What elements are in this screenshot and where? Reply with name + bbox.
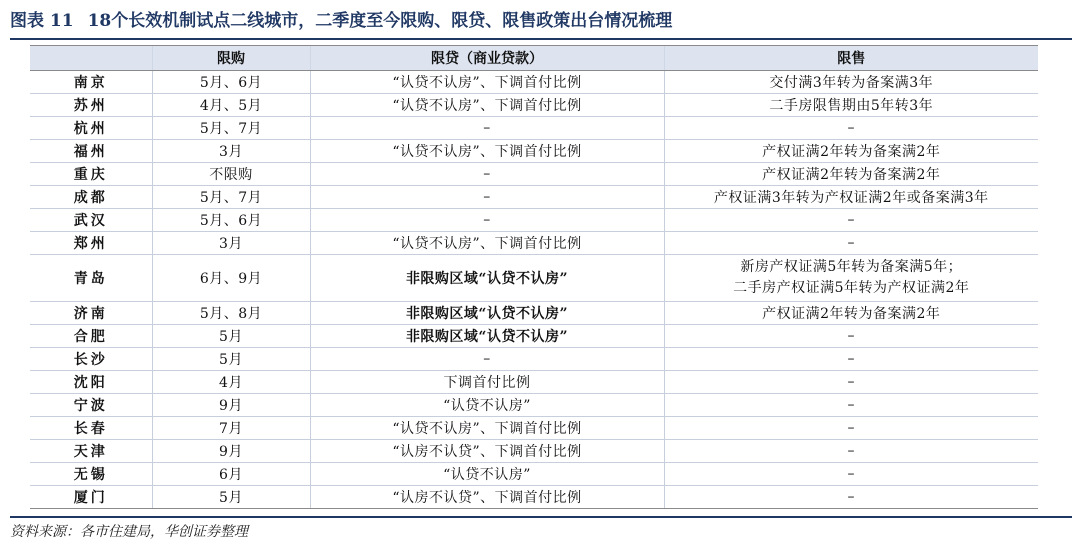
sale-line: – xyxy=(847,443,855,459)
loan-cell: 下调首付比例 xyxy=(310,371,664,394)
table-row xyxy=(30,186,1038,209)
city-cell: 杭州 xyxy=(30,117,152,140)
purchase-cell: 3月 xyxy=(152,140,310,163)
sale-line: – xyxy=(847,420,855,436)
sale-line: – xyxy=(847,397,855,413)
sale-cell xyxy=(664,71,1038,94)
sale-cell xyxy=(664,463,1038,486)
sale-cell xyxy=(664,325,1038,348)
loan-cell: “认房不认贷”、下调首付比例 xyxy=(310,486,664,509)
purchase-cell: 9月 xyxy=(152,394,310,417)
table-row xyxy=(30,255,1038,302)
city-cell: 济南 xyxy=(30,302,152,325)
table-row xyxy=(30,463,1038,486)
table-row xyxy=(30,302,1038,325)
table-header-row xyxy=(30,46,1038,71)
loan-cell: – xyxy=(310,117,664,140)
city-cell: 武汉 xyxy=(30,209,152,232)
loan-cell: 非限购区域“认贷不认房” xyxy=(310,302,664,325)
header-purchase-restriction: 限购 xyxy=(152,46,310,71)
loan-cell: 非限购区域“认贷不认房” xyxy=(310,325,664,348)
sale-line: 产权证满2年转为备案满2年 xyxy=(762,144,941,160)
loan-cell: “认贷不认房” xyxy=(310,463,664,486)
figure-title-text: 18个长效机制试点二线城市，二季度至今限购、限贷、限售政策出台情况梳理 xyxy=(87,11,673,31)
sale-cell xyxy=(664,417,1038,440)
sale-cell xyxy=(664,140,1038,163)
bottom-rule xyxy=(10,516,1072,518)
purchase-cell: 5月、6月 xyxy=(152,71,310,94)
loan-cell: 非限购区域“认贷不认房” xyxy=(310,255,664,302)
purchase-cell: 5月、7月 xyxy=(152,186,310,209)
city-cell: 天津 xyxy=(30,440,152,463)
purchase-cell: 5月 xyxy=(152,348,310,371)
purchase-cell: 5月 xyxy=(152,486,310,509)
sale-line: – xyxy=(847,120,855,136)
table-row xyxy=(30,486,1038,509)
sale-line: – xyxy=(847,328,855,344)
loan-cell: “认贷不认房”、下调首付比例 xyxy=(310,140,664,163)
city-cell: 福州 xyxy=(30,140,152,163)
sale-line: – xyxy=(847,212,855,228)
sale-line: – xyxy=(847,351,855,367)
sale-line: 产权证满2年转为备案满2年 xyxy=(762,167,941,183)
loan-cell: – xyxy=(310,163,664,186)
sale-line: 交付满3年转为备案满3年 xyxy=(769,75,934,91)
purchase-cell: 4月、5月 xyxy=(152,94,310,117)
sale-cell xyxy=(664,486,1038,509)
purchase-cell: 5月 xyxy=(152,325,310,348)
table-row xyxy=(30,325,1038,348)
table-row xyxy=(30,371,1038,394)
city-cell: 重庆 xyxy=(30,163,152,186)
city-cell: 长沙 xyxy=(30,348,152,371)
sale-cell xyxy=(664,163,1038,186)
purchase-cell: 5月、8月 xyxy=(152,302,310,325)
city-cell: 沈阳 xyxy=(30,371,152,394)
header-loan-restriction: 限贷（商业贷款） xyxy=(310,46,664,71)
purchase-cell: 5月、6月 xyxy=(152,209,310,232)
city-cell: 苏州 xyxy=(30,94,152,117)
purchase-cell: 7月 xyxy=(152,417,310,440)
policy-table-wrap xyxy=(30,45,1038,509)
loan-cell: “认贷不认房”、下调首付比例 xyxy=(310,232,664,255)
purchase-cell: 9月 xyxy=(152,440,310,463)
loan-cell: – xyxy=(310,186,664,209)
sale-line: 二手房限售期由5年转3年 xyxy=(769,98,934,114)
sale-line: 产权证满3年转为产权证满2年或备案满3年 xyxy=(713,190,989,206)
sale-cell xyxy=(664,94,1038,117)
loan-cell: “认房不认贷”、下调首付比例 xyxy=(310,440,664,463)
sale-line: – xyxy=(847,489,855,505)
city-cell: 长春 xyxy=(30,417,152,440)
loan-cell: – xyxy=(310,209,664,232)
table-row xyxy=(30,163,1038,186)
figure-number: 图表 11 xyxy=(10,11,74,31)
table-body xyxy=(30,71,1038,509)
city-cell: 郑州 xyxy=(30,232,152,255)
city-cell: 宁波 xyxy=(30,394,152,417)
purchase-cell: 6月、9月 xyxy=(152,255,310,302)
sale-cell xyxy=(664,394,1038,417)
source-note: 资料来源：各市住建局，华创证券整理 xyxy=(10,524,248,540)
table-row xyxy=(30,348,1038,371)
sale-cell xyxy=(664,117,1038,140)
sale-line: 产权证满2年转为备案满2年 xyxy=(762,306,941,322)
loan-cell: “认贷不认房”、下调首付比例 xyxy=(310,94,664,117)
purchase-cell: 5月、7月 xyxy=(152,117,310,140)
table-row xyxy=(30,140,1038,163)
sale-cell xyxy=(664,440,1038,463)
city-cell: 成都 xyxy=(30,186,152,209)
title-rule xyxy=(10,38,1072,40)
table-row xyxy=(30,209,1038,232)
loan-cell: – xyxy=(310,348,664,371)
city-cell: 无锡 xyxy=(30,463,152,486)
purchase-cell: 6月 xyxy=(152,463,310,486)
header-city xyxy=(30,46,152,71)
sale-cell xyxy=(664,232,1038,255)
city-cell: 厦门 xyxy=(30,486,152,509)
purchase-cell: 4月 xyxy=(152,371,310,394)
city-cell: 合肥 xyxy=(30,325,152,348)
sale-cell xyxy=(664,186,1038,209)
sale-line: 新房产权证满5年转为备案满5年； xyxy=(740,259,963,275)
purchase-cell: 3月 xyxy=(152,232,310,255)
table-row xyxy=(30,94,1038,117)
table-row xyxy=(30,417,1038,440)
table-row xyxy=(30,394,1038,417)
city-cell: 南京 xyxy=(30,71,152,94)
policy-table xyxy=(30,45,1038,509)
loan-cell: “认贷不认房”、下调首付比例 xyxy=(310,417,664,440)
sale-line: – xyxy=(847,466,855,482)
loan-cell: “认贷不认房” xyxy=(310,394,664,417)
table-row xyxy=(30,71,1038,94)
sale-cell xyxy=(664,255,1038,302)
sale-cell xyxy=(664,302,1038,325)
purchase-cell: 不限购 xyxy=(152,163,310,186)
loan-cell: “认贷不认房”、下调首付比例 xyxy=(310,71,664,94)
sale-line: – xyxy=(847,235,855,251)
figure-title xyxy=(10,6,1072,36)
table-row xyxy=(30,232,1038,255)
sale-cell xyxy=(664,348,1038,371)
header-sale-restriction: 限售 xyxy=(664,46,1038,71)
table-row xyxy=(30,440,1038,463)
city-cell: 青岛 xyxy=(30,255,152,302)
table-row xyxy=(30,117,1038,140)
sale-cell xyxy=(664,371,1038,394)
sale-cell xyxy=(664,209,1038,232)
sale-line: 二手房产权证满5年转为产权证满2年 xyxy=(733,280,970,296)
sale-line: – xyxy=(847,374,855,390)
